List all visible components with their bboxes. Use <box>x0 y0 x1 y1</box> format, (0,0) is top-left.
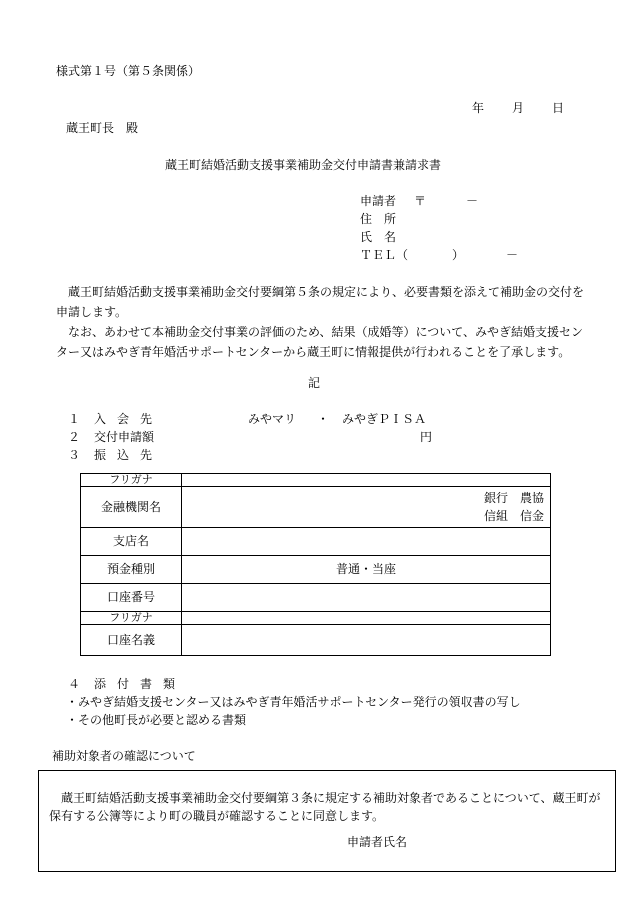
membership-option-miyamari[interactable]: みやマリ <box>248 412 297 426</box>
item-1-number: １ <box>68 412 81 426</box>
body-paragraph-2: なお、あわせて本補助金交付事業の評価のため、結果（成婚等）について、みやぎ結婚支援センター又はみやぎ青年婚活サポートセンターから蔵王町に情報提供が行われることを了承します。 <box>56 325 584 359</box>
institution-label: 金融機関名 <box>81 487 182 528</box>
postal-dash: － <box>466 194 479 208</box>
amount-unit: 円 <box>420 430 433 444</box>
item-2-label: 交付申請額 <box>94 430 155 444</box>
account-number-label: 口座番号 <box>81 584 182 612</box>
deposit-type-label: 預金種別 <box>81 556 182 584</box>
signature-label: 申請者氏名 <box>347 835 408 849</box>
account-name-field[interactable] <box>182 625 551 656</box>
attachment-item-2: ・その他町長が必要と認める書類 <box>66 713 247 727</box>
membership-separator: ・ <box>317 412 330 426</box>
date-year-label: 年 <box>472 101 485 115</box>
attachments-label: 添 付 書 類 <box>94 677 179 691</box>
account-name-label: 口座名義 <box>81 625 182 656</box>
confirmation-heading: 補助対象者の確認について <box>52 749 196 763</box>
account-number-field[interactable] <box>182 584 551 612</box>
form-number: 様式第１号（第５条関係） <box>56 64 201 78</box>
confirmation-text: 蔵王町結婚活動支援事業補助金交付要綱第３条に規定する補助対象者であることについて、蔵王町が保有する公簿等により町の職員が確認することに同意します。 <box>49 791 601 823</box>
deposit-type-options[interactable]: 普通・当座 <box>182 556 551 584</box>
body-text <box>56 282 584 362</box>
item-2-number: ２ <box>68 430 81 444</box>
ki-heading: 記 <box>308 376 321 390</box>
branch-label: 支店名 <box>81 528 182 556</box>
date-month-label: 月 <box>512 101 525 115</box>
table-row <box>81 625 551 656</box>
table-row <box>81 528 551 556</box>
branch-field[interactable] <box>182 528 551 556</box>
table-row <box>81 487 551 528</box>
table-row <box>81 612 551 625</box>
attachment-item-1: ・みやぎ結婚支援センター又はみやぎ青年婚活サポートセンター発行の領収書の写し <box>66 695 521 709</box>
institution-types-line-2: 信組 信金 <box>483 509 544 523</box>
table-row <box>81 584 551 612</box>
item-4-number: ４ <box>68 677 81 691</box>
address-label: 住 所 <box>360 212 397 226</box>
confirmation-box <box>38 770 616 872</box>
item-1-label: 入 会 先 <box>94 412 156 426</box>
page-title: 蔵王町結婚活動支援事業補助金交付申請書兼請求書 <box>165 158 442 172</box>
recipient: 蔵王町長 殿 <box>66 121 139 135</box>
item-3-number: ３ <box>68 448 81 462</box>
furigana-field[interactable] <box>182 474 551 487</box>
tel-close: ） <box>452 248 465 262</box>
furigana-label: フリガナ <box>81 474 182 487</box>
applicant-label: 申請者 <box>360 194 397 208</box>
table-row <box>81 474 551 487</box>
item-3-label: 振 込 先 <box>94 448 156 462</box>
membership-option-miyagi-pisa[interactable]: みやぎＰＩＳＡ <box>342 412 427 426</box>
table-row <box>81 556 551 584</box>
institution-types-line-1: 銀行 農協 <box>483 491 544 505</box>
signature-field[interactable] <box>417 833 597 851</box>
name-label: 氏 名 <box>360 230 397 244</box>
furigana-label-2: フリガナ <box>81 612 182 625</box>
body-paragraph-1: 蔵王町結婚活動支援事業補助金交付要綱第５条の規定により、必要書類を添えて補助金の交付を申請します。 <box>56 285 585 319</box>
institution-field[interactable] <box>182 487 551 528</box>
tel-dash: － <box>506 248 519 262</box>
bank-transfer-table <box>80 473 551 656</box>
date-day-label: 日 <box>552 101 565 115</box>
furigana-field-2[interactable] <box>182 612 551 625</box>
tel-label: ＴＥＬ（ <box>360 248 409 262</box>
postal-mark: 〒 <box>414 194 427 208</box>
